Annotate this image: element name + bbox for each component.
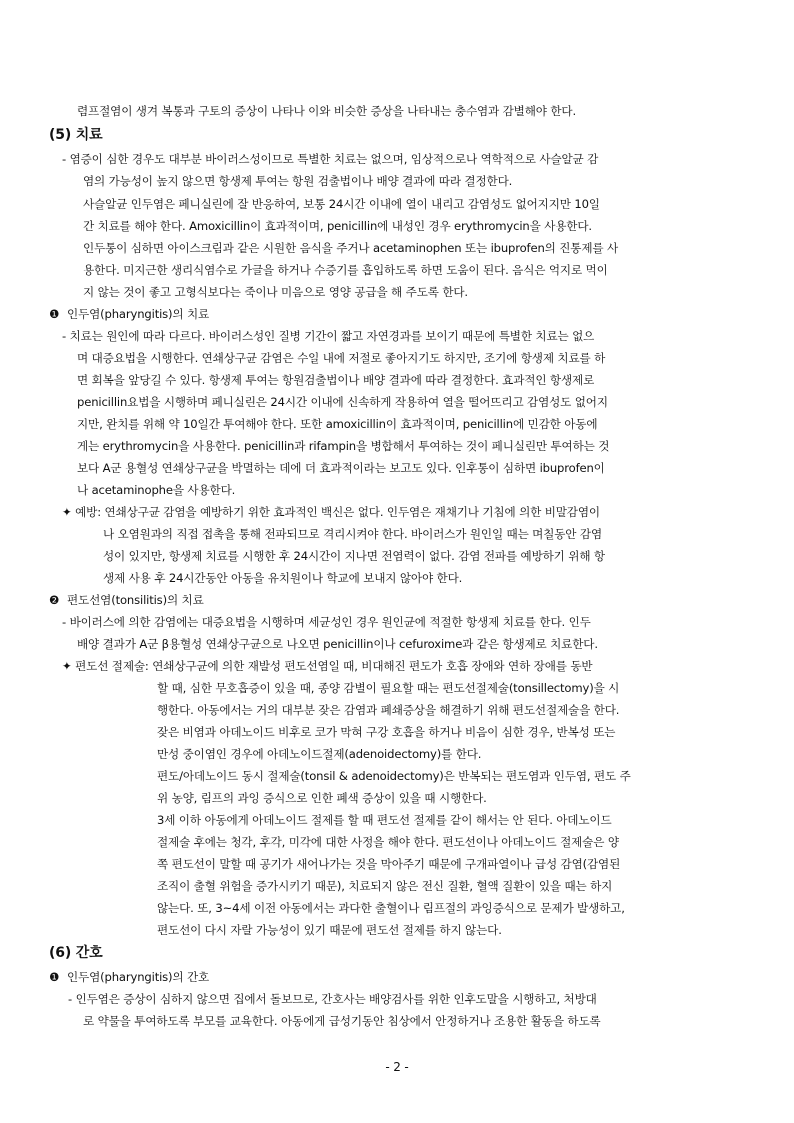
number-1-marker: ❶ — [49, 307, 60, 321]
s5-n1-line-5: 지만, 완치를 위해 약 10일간 투여해야 한다. 또한 amoxicillin이 효과적이며, penicillin에 민감한 아동에 — [77, 417, 598, 431]
s5-n1-line-2: 며 대증요법을 시행한다. 연쇄상구균 감염은 수일 내에 저절로 좋아지기도 하지만, 조기에 항생제 치료를 하 — [77, 351, 606, 365]
number-2-marker: ❷ — [49, 593, 60, 607]
surgery-line-11: 조직이 출혈 위험을 증가시키기 때문), 치료되지 않은 전신 질환, 혈액 질환이 있을 때는 하지 — [157, 879, 613, 893]
surgery-line-10: 쪽 편도선이 말할 때 공기가 새어나가는 것을 막아주기 때문에 구개파열이나 급성 감염(감염된 — [157, 857, 621, 871]
surgery-line-3: 행한다. 아동에서는 거의 대부분 잦은 감염과 폐쇄증상을 해결하기 위해 편도선절제술을 한다. — [157, 703, 620, 717]
s6-n1-heading — [49, 966, 209, 988]
surgery-line-2: 할 때, 심한 무호흡증이 있을 때, 종양 감별이 필요할 때는 편도선절제술(tonsillectomy)을 시 — [157, 681, 620, 695]
s5-p2-line-1: 사슬알균 인두염은 페니실린에 잘 반응하여, 보통 24시간 이내에 열이 내리고 감염성도 없어지지만 10일 — [83, 197, 600, 211]
s5-p3-line-1: 인두통이 심하면 아이스크림과 같은 시원한 음식을 주거나 acetaminophen 또는 ibuprofen의 진통제를 사 — [83, 241, 619, 255]
s5-prevention-line-4: 생제 사용 후 24시간동안 아동을 유치원이나 학교에 보내지 않아야 한다. — [103, 571, 463, 585]
s5-n1-line-6: 게는 erythromycin을 사용한다. penicillin과 rifampin을 병합해서 투여하는 것이 페니실린만 투여하는 것 — [77, 439, 610, 453]
number-1-marker: ❶ — [49, 970, 60, 984]
s5-prevention-line-1: ✦ 예방: 연쇄상구균 감염을 예방하기 위한 효과적인 백신은 없다. 인두염은 재채기나 기침에 의한 비말감염이 — [62, 505, 600, 519]
s5-n1-title: 인두염(pharyngitis)의 치료 — [67, 307, 210, 321]
s5-n1-line-8: 나 acetaminophe을 사용한다. — [77, 483, 236, 497]
surgery-line-9: 절제술 후에는 청각, 후각, 미각에 대한 사정을 해야 한다. 편도선이나 아데노이드 절제술은 양 — [157, 835, 619, 849]
s5-dash1-line-2: 염의 가능성이 높지 않으면 항생제 투여는 항원 검출법이나 배양 결과에 따라 결정한다. — [83, 174, 513, 188]
s5-n2-line-1: - 바이러스에 의한 감염에는 대증요법을 시행하며 세균성인 경우 원인균에 적절한 항생제 치료를 한다. 인두 — [62, 615, 591, 629]
s5-n1-line-1: - 치료는 원인에 따라 다르다. 바이러스성인 질병 기간이 짧고 자연경과를 보이기 때문에 특별한 치료는 없으 — [62, 329, 595, 343]
surgery-line-1: ✦ 편도선 절제술: 연쇄상구균에 의한 재발성 편도선염일 때, 비대해진 편도가 호흡 장애와 연하 장애를 동반 — [62, 659, 593, 673]
s5-n2-heading — [49, 589, 204, 611]
s5-n1-line-7: 보다 A군 용혈성 연쇄상구균을 박멸하는 데에 더 효과적이라는 보고도 있다. 인후통이 심하면 ibuprofen이 — [77, 461, 605, 475]
s5-p2-line-2: 간 치료를 해야 한다. Amoxicillin이 효과적이며, penicillin에 내성인 경우 erythromycin을 사용한다. — [83, 219, 592, 233]
s6-n1-line-2: 로 약물을 투여하도록 부모를 교육한다. 아동에게 급성기동안 침상에서 안정하거나 조용한 활동을 하도록 — [83, 1014, 601, 1028]
section-6-heading: (6) 간호 — [49, 945, 103, 961]
page-number: - 2 - — [385, 1060, 409, 1074]
s5-dash1-line-1: - 염증이 심한 경우도 대부분 바이러스성이므로 특별한 치료는 없으며, 임상적으로나 역학적으로 사슬알균 감 — [62, 152, 599, 166]
surgery-line-12: 않는다. 또, 3~4세 이전 아동에서는 과다한 출혈이나 림프절의 과잉증식으로 문제가 발생하고, — [157, 901, 625, 915]
s5-p3-line-2: 용한다. 미지근한 생리식염수로 가글을 하거나 수증기를 흡입하도록 하면 도움이 된다. 음식은 억지로 먹이 — [83, 263, 608, 277]
s5-n1-line-3: 면 회복을 앞당길 수 있다. 항생제 투여는 항원검출법이나 배양 결과에 따라 결정한다. 효과적인 항생제로 — [77, 373, 595, 387]
s6-n1-title: 인두염(pharyngitis)의 간호 — [67, 970, 210, 984]
intro-line: 렴프절염이 생겨 복통과 구토의 증상이 나타나 이와 비슷한 증상을 나타내는 충수염과 감별해야 한다. — [77, 104, 576, 118]
s5-p3-line-3: 지 않는 것이 좋고 고형식보다는 죽이나 미음으로 영양 공급을 해 주도록 한다. — [83, 285, 468, 299]
surgery-line-13: 편도선이 다시 자랄 가능성이 있기 때문에 편도선 절제를 하지 않는다. — [157, 923, 502, 937]
s6-n1-line-1: - 인두염은 증상이 심하지 않으면 집에서 돌보므로, 간호사는 배양검사를 위한 인후도말을 시행하고, 처방대 — [68, 992, 597, 1006]
surgery-line-5: 만성 중이염인 경우에 아데노이드절제(adenoidectomy)를 한다. — [157, 747, 482, 761]
surgery-line-4: 잦은 비염과 아데노이드 비후로 코가 막혀 구강 호흡을 하거나 비음이 심한 경우, 반복성 또는 — [157, 725, 616, 739]
s5-n2-line-2: 배양 결과가 A군 β용혈성 연쇄상구균으로 나오면 penicillin이나 cefuroxime과 같은 항생제로 치료한다. — [77, 637, 598, 651]
surgery-line-6: 편도/아데노이드 동시 절제술(tonsil & adenoidectomy)은 반복되는 편도염과 인두염, 편도 주 — [157, 769, 631, 783]
s5-prevention-line-3: 성이 있지만, 항생제 치료를 시행한 후 24시간이 지나면 전염력이 없다. 감염 전파를 예방하기 위해 항 — [103, 549, 605, 563]
s5-prevention-line-2: 나 오염원과의 직접 접촉을 통해 전파되므로 격리시켜야 한다. 바이러스가 원인일 때는 며칠동안 감염 — [103, 527, 602, 541]
surgery-line-7: 위 농양, 림프의 과잉 증식으로 인한 폐색 증상이 있을 때 시행한다. — [157, 791, 487, 805]
surgery-line-8: 3세 이하 아동에게 아데노이드 절제를 할 때 편도선 절제를 같이 해서는 안 된다. 아데노이드 — [157, 813, 612, 827]
s5-n1-heading — [49, 303, 209, 325]
section-5-heading: (5) 치료 — [49, 127, 103, 143]
s5-n2-title: 편도선염(tonsilitis)의 치료 — [67, 593, 204, 607]
s5-n1-line-4: penicillin요법을 시행하며 페니실린은 24시간 이내에 신속하게 작용하여 열을 떨어뜨리고 감염성도 없어지 — [77, 395, 608, 409]
